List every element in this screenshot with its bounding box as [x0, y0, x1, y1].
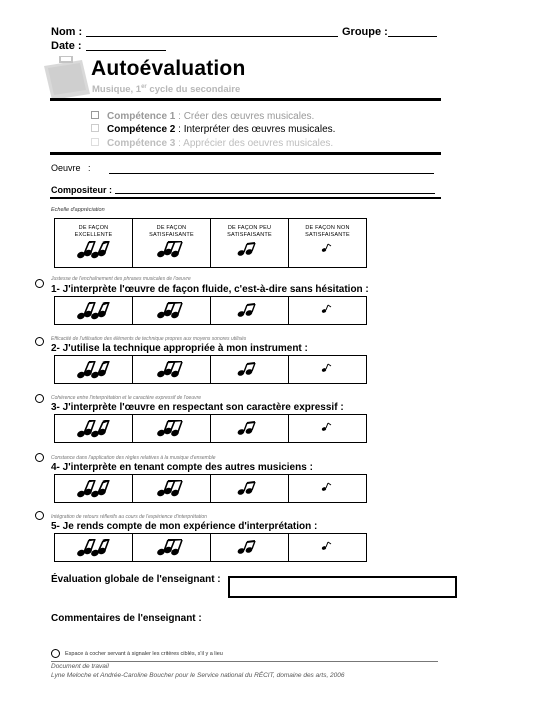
date-field[interactable] — [86, 50, 166, 51]
criterion-5-question: 5- Je rends compte de mon expérience d'interprétation : — [51, 521, 318, 532]
legend-checkbox-icon — [51, 649, 60, 658]
checkbox-note: Espace à cocher servant à signaler les critères ciblés, s'il y a lieu — [65, 651, 223, 657]
scale-col-label: DE FAÇON NON SATISFAISANTE — [305, 225, 350, 238]
global-eval-label: Évaluation globale de l'enseignant : — [51, 574, 221, 585]
competence-2-checkbox[interactable] — [91, 124, 99, 132]
rating-peu-satisfaisante[interactable] — [211, 475, 289, 503]
triple-note-icon — [153, 361, 191, 379]
folder-icon — [42, 56, 92, 102]
double-note-icon — [231, 241, 269, 259]
quad-note-icon — [75, 241, 113, 259]
single-note-icon — [309, 241, 347, 259]
quad-note-icon — [75, 361, 113, 379]
rating-satisfaisante[interactable] — [133, 415, 211, 443]
criterion-1-hint: Justesse de l'enchaînement des phrases musicales de l'oeuvre — [51, 276, 191, 282]
triple-note-icon — [153, 241, 191, 259]
competence-divider — [50, 152, 441, 155]
criterion-3-checkbox[interactable] — [35, 394, 44, 403]
rating-satisfaisante[interactable] — [133, 297, 211, 325]
group-field[interactable] — [388, 36, 437, 37]
criterion-1-checkbox[interactable] — [35, 279, 44, 288]
criterion-5-checkbox[interactable] — [35, 511, 44, 520]
date-label: Date : — [51, 40, 82, 52]
scale-col-label: DE FAÇON PEU SATISFAISANTE — [227, 225, 272, 238]
criterion-4-question: 4- J'interprète en tenant compte des autres musiciens : — [51, 462, 313, 473]
quad-note-icon — [75, 539, 113, 557]
criterion-3-rating — [54, 414, 367, 443]
competence-2[interactable]: Compétence 2 : Interpréter des œuvres musicales. — [91, 124, 335, 135]
rating-peu-satisfaisante[interactable] — [211, 534, 289, 562]
page-title: Autoévaluation — [91, 57, 246, 80]
quad-note-icon — [75, 302, 113, 320]
compositeur-label: Compositeur : — [51, 185, 113, 195]
double-note-icon — [231, 480, 269, 498]
quad-note-icon — [75, 420, 113, 438]
criterion-5-rating — [54, 533, 367, 562]
scale-col-excellent — [55, 219, 133, 268]
single-note-icon — [309, 480, 347, 498]
double-note-icon — [231, 420, 269, 438]
oeuvre-field[interactable] — [109, 173, 434, 174]
triple-note-icon — [153, 420, 191, 438]
criterion-3-hint: Cohérence entre l'interprétation et le caractère expressif de l'oeuvre — [51, 395, 202, 401]
criterion-2-rating — [54, 355, 367, 384]
competence-1-checkbox[interactable] — [91, 111, 99, 119]
rating-non-satisfaisante[interactable] — [289, 297, 367, 325]
triple-note-icon — [153, 302, 191, 320]
double-note-icon — [231, 539, 269, 557]
criterion-2-hint: Efficacité de l'utilisation des éléments de technique propres aux moyens sonores utilisés — [51, 336, 247, 342]
rating-non-satisfaisante[interactable] — [289, 415, 367, 443]
rating-excellent[interactable] — [55, 356, 133, 384]
criterion-2-question: 2- J'utilise la technique appropriée à mon instrument : — [51, 343, 308, 354]
rating-excellent[interactable] — [55, 534, 133, 562]
scale-col-peu-satisfaisante — [211, 219, 289, 268]
rating-satisfaisante[interactable] — [133, 475, 211, 503]
criterion-3-question: 3- J'interprète l'œuvre en respectant son caractère expressif : — [51, 402, 344, 413]
scale-table — [54, 218, 367, 268]
criterion-4-checkbox[interactable] — [35, 453, 44, 462]
criterion-2-checkbox[interactable] — [35, 337, 44, 346]
title-divider — [50, 98, 441, 101]
criterion-4-rating — [54, 474, 367, 503]
rating-non-satisfaisante[interactable] — [289, 475, 367, 503]
criterion-5-hint: Intégration de retours réflexifs au cours de l'expérience d'interprétation — [51, 514, 207, 520]
rating-non-satisfaisante[interactable] — [289, 534, 367, 562]
quad-note-icon — [75, 480, 113, 498]
comments-field[interactable] — [51, 626, 441, 646]
rating-peu-satisfaisante[interactable] — [211, 297, 289, 325]
criterion-1-rating — [54, 296, 367, 325]
single-note-icon — [309, 420, 347, 438]
page-subtitle: Musique, 1er cycle du secondaire — [92, 84, 241, 96]
rating-non-satisfaisante[interactable] — [289, 356, 367, 384]
single-note-icon — [309, 361, 347, 379]
footer-line-2: Lyne Meloche et Andrée-Caroline Boucher pour le Service national du RÉCIT, domaine des arts, 2006 — [51, 672, 345, 679]
scale-col-label: DE FAÇON EXCELLENTE — [74, 225, 113, 238]
oeuvre-label: Oeuvre — [51, 163, 81, 173]
competence-3-checkbox[interactable] — [91, 138, 99, 146]
single-note-icon — [309, 539, 347, 557]
rating-peu-satisfaisante[interactable] — [211, 356, 289, 384]
single-note-icon — [309, 302, 347, 320]
fields-divider — [50, 197, 441, 199]
oeuvre-colon: : — [88, 163, 91, 173]
scale-col-non-satisfaisante — [289, 219, 367, 268]
rating-peu-satisfaisante[interactable] — [211, 415, 289, 443]
criterion-1-question: 1- J'interprète l'œuvre de façon fluide, c'est-à-dire sans hésitation : — [51, 284, 369, 295]
competence-3[interactable]: Compétence 3 : Apprécier des oeuvres musicales. — [91, 138, 333, 149]
double-note-icon — [231, 361, 269, 379]
name-label: Nom : — [51, 26, 83, 38]
scale-col-label: DE FAÇON SATISFAISANTE — [149, 225, 194, 238]
comments-label: Commentaires de l'enseignant : — [51, 613, 202, 624]
global-eval-field[interactable] — [228, 576, 457, 598]
rating-satisfaisante[interactable] — [133, 356, 211, 384]
triple-note-icon — [153, 480, 191, 498]
scale-label: Echelle d'appréciation — [51, 207, 105, 213]
double-note-icon — [231, 302, 269, 320]
footer-divider — [51, 661, 438, 662]
criterion-4-hint: Constance dans l'application des règles relatives à la musique d'ensemble — [51, 455, 216, 461]
rating-excellent[interactable] — [55, 475, 133, 503]
rating-excellent[interactable] — [55, 297, 133, 325]
group-label: Groupe : — [342, 26, 388, 38]
compositeur-field[interactable] — [115, 193, 435, 194]
scale-col-satisfaisante — [133, 219, 211, 268]
rating-excellent[interactable] — [55, 415, 133, 443]
rating-satisfaisante[interactable] — [133, 534, 211, 562]
footer-line-1: Document de travail — [51, 663, 109, 670]
competence-1[interactable]: Compétence 1 : Créer des œuvres musicales. — [91, 111, 314, 122]
triple-note-icon — [153, 539, 191, 557]
name-field[interactable] — [86, 36, 338, 37]
